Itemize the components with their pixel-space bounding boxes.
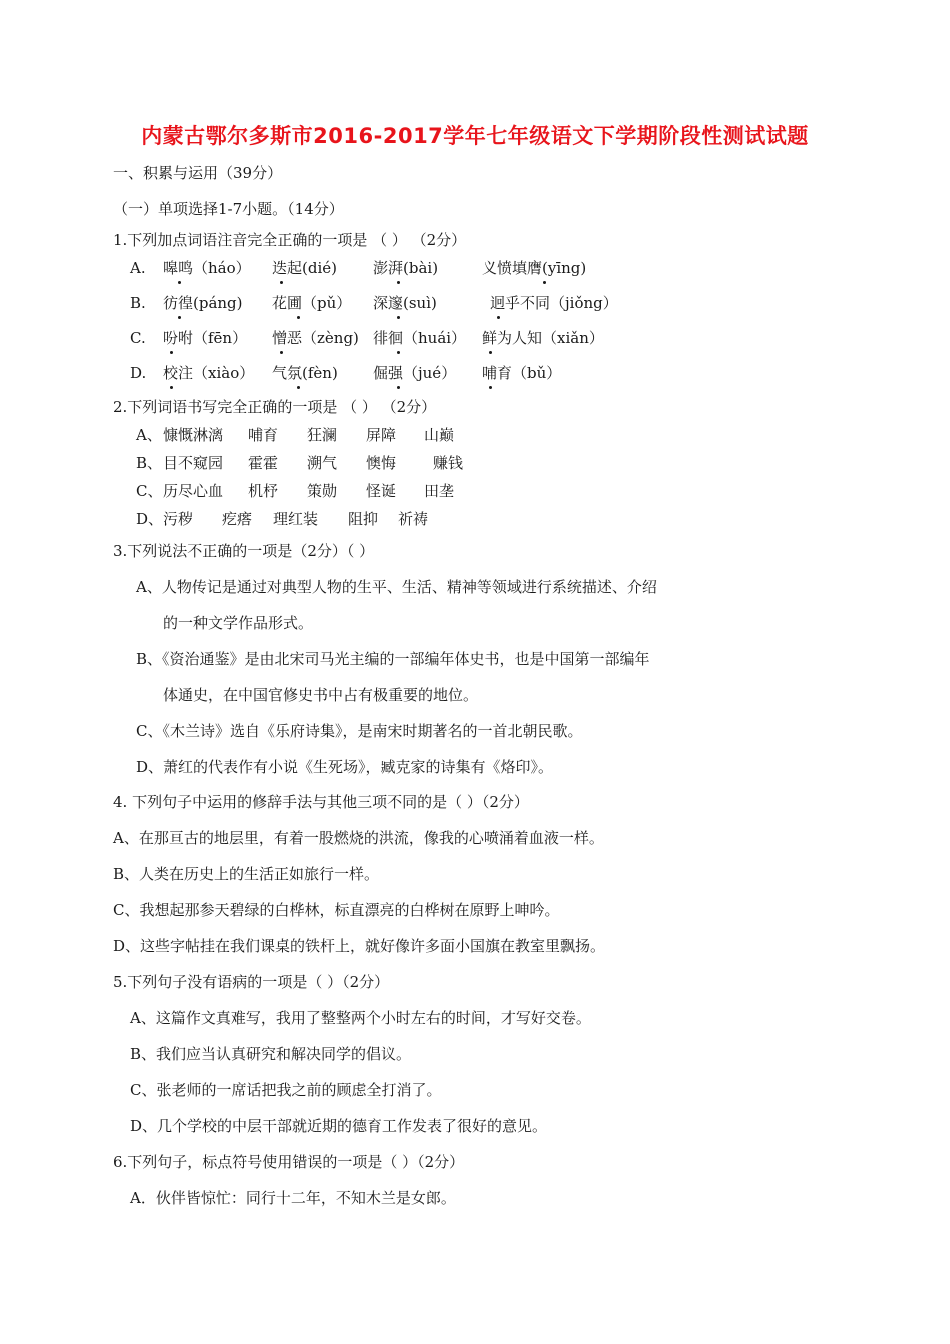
option-label: B、 bbox=[136, 454, 163, 472]
q3-option-b-line1: B、《资治通鉴》是由北宋司马光主编的一部编年体史书，也是中国第一部编年 bbox=[136, 650, 650, 668]
question-2-stem: 2.下列词语书写完全正确的一项是 （ ） （2分） bbox=[113, 398, 437, 416]
q3-option-c: C、《木兰诗》选自《乐府诗集》，是南宋时期著名的一首北朝民歌。 bbox=[136, 722, 583, 740]
emphasis-dot bbox=[397, 281, 400, 284]
option-label: D、 bbox=[136, 510, 164, 528]
question-4-stem: 4. 下列句子中运用的修辞手法与其他三项不同的是（ ）（2分） bbox=[113, 793, 529, 811]
option-word: 气氛(fèn) bbox=[272, 364, 338, 382]
page-title: 内蒙古鄂尔多斯市2016-2017学年七年级语文下学期阶段性测试试题 bbox=[141, 124, 809, 148]
q5-option-a: A、这篇作文真难写，我用了整整两个小时左右的时间，才写好交卷。 bbox=[130, 1009, 591, 1027]
option-word: 哺育 bbox=[248, 426, 279, 444]
emphasis-dot bbox=[397, 351, 400, 354]
option-word: 鲜为人知（xiǎn） bbox=[482, 329, 604, 347]
option-word: 溯气 bbox=[307, 454, 338, 472]
option-word: 祈祷 bbox=[398, 510, 429, 528]
option-word: 策勋 bbox=[307, 482, 338, 500]
q6-option-a: A．伙伴皆惊忙：同行十二年，不知木兰是女郎。 bbox=[130, 1189, 456, 1207]
emphasis-dot bbox=[170, 386, 173, 389]
emphasis-dot bbox=[489, 351, 492, 354]
question-5-stem: 5.下列句子没有语病的一项是（ ）（2分） bbox=[113, 973, 390, 991]
emphasis-dot bbox=[543, 281, 546, 284]
q3-option-a-line2: 的一种文学作品形式。 bbox=[163, 614, 314, 632]
option-word: 怪诞 bbox=[366, 482, 397, 500]
option-word: 机杼 bbox=[248, 482, 279, 500]
option-word: 历尽心血 bbox=[163, 482, 224, 500]
option-word: 花圃（pǔ） bbox=[272, 294, 352, 312]
section-heading: 一、积累与运用（39分） bbox=[113, 164, 283, 182]
option-word: 理红装 bbox=[273, 510, 319, 528]
q5-option-d: D、几个学校的中层干部就近期的德育工作发表了很好的意见。 bbox=[130, 1117, 548, 1135]
question-1-stem: 1.下列加点词语注音完全正确的一项是 （ ） （2分） bbox=[113, 231, 467, 249]
option-word: 疙瘩 bbox=[222, 510, 253, 528]
question-6-stem: 6.下列句子，标点符号使用错误的一项是（ ）（2分） bbox=[113, 1153, 465, 1171]
option-word: 目不窥园 bbox=[163, 454, 224, 472]
q3-option-d: D、萧红的代表作有小说《生死场》，臧克家的诗集有《烙印》。 bbox=[136, 758, 554, 776]
option-word: 霍霍 bbox=[248, 454, 279, 472]
option-word: 污秽 bbox=[163, 510, 194, 528]
option-word: 屏障 bbox=[366, 426, 397, 444]
emphasis-dot bbox=[497, 316, 500, 319]
emphasis-dot bbox=[170, 351, 173, 354]
option-label: B. bbox=[130, 294, 146, 312]
option-word: 校注（xiào） bbox=[163, 364, 255, 382]
option-word: 山巅 bbox=[424, 426, 455, 444]
option-label: C. bbox=[130, 329, 146, 347]
q4-option-a: A、在那亘古的地层里，有着一股燃烧的洪流，像我的心喷涌着血液一样。 bbox=[113, 829, 604, 847]
option-word: 哺育（bǔ） bbox=[482, 364, 562, 382]
emphasis-dot bbox=[297, 386, 300, 389]
q3-option-b-line2: 体通史，在中国官修史书中占有极重要的地位。 bbox=[163, 686, 479, 704]
emphasis-dot bbox=[397, 386, 400, 389]
emphasis-dot bbox=[178, 316, 181, 319]
option-word: 澎湃(bài) bbox=[373, 259, 439, 277]
option-word: 倔强（jué） bbox=[373, 364, 457, 382]
option-word: 田垄 bbox=[424, 482, 455, 500]
emphasis-dot bbox=[280, 351, 283, 354]
option-label: C、 bbox=[136, 482, 163, 500]
q3-option-a-line1: A、人物传记是通过对典型人物的生平、生活、精神等领域进行系统描述、介绍 bbox=[136, 578, 657, 596]
subsection-heading: （一）单项选择1-7小题。（14分） bbox=[113, 200, 344, 218]
option-word: 憎恶（zèng) bbox=[272, 329, 359, 347]
emphasis-dot bbox=[489, 386, 492, 389]
option-word: 吩咐（fēn） bbox=[163, 329, 248, 347]
option-word: 狂澜 bbox=[307, 426, 338, 444]
option-word: 阻抑 bbox=[348, 510, 379, 528]
question-3-stem: 3.下列说法不正确的一项是（2分）（ ） bbox=[113, 542, 375, 560]
emphasis-dot bbox=[397, 316, 400, 319]
option-word: 义愤填膺(yīng) bbox=[482, 259, 587, 277]
option-word: 彷徨(páng) bbox=[163, 294, 243, 312]
emphasis-dot bbox=[178, 281, 181, 284]
emphasis-dot bbox=[280, 281, 283, 284]
option-label: A、 bbox=[136, 426, 162, 444]
option-word: 赚钱 bbox=[433, 454, 464, 472]
q4-option-d: D、这些字帖挂在我们课桌的铁杆上，就好像许多面小国旗在教室里飘扬。 bbox=[113, 937, 606, 955]
option-word: 徘徊（huái） bbox=[373, 329, 467, 347]
option-word: 迭起(dié) bbox=[272, 259, 337, 277]
q4-option-c: C、我想起那参天碧绿的白桦林，标直漂亮的白桦树在原野上呻吟。 bbox=[113, 901, 560, 919]
option-word: 慷慨淋漓 bbox=[163, 426, 224, 444]
option-label: D. bbox=[130, 364, 147, 382]
q5-option-b: B、我们应当认真研究和解决同学的倡议。 bbox=[130, 1045, 412, 1063]
option-label: A. bbox=[130, 259, 146, 277]
option-word: 嗥鸣（háo） bbox=[163, 259, 251, 277]
option-word: 迥乎不同（jiǒng） bbox=[490, 294, 618, 312]
q5-option-c: C、张老师的一席话把我之前的顾虑全打消了。 bbox=[130, 1081, 442, 1099]
option-word: 懊悔 bbox=[366, 454, 397, 472]
option-word: 深邃(suì) bbox=[373, 294, 437, 312]
q4-option-b: B、人类在历史上的生活正如旅行一样。 bbox=[113, 865, 380, 883]
emphasis-dot bbox=[297, 316, 300, 319]
